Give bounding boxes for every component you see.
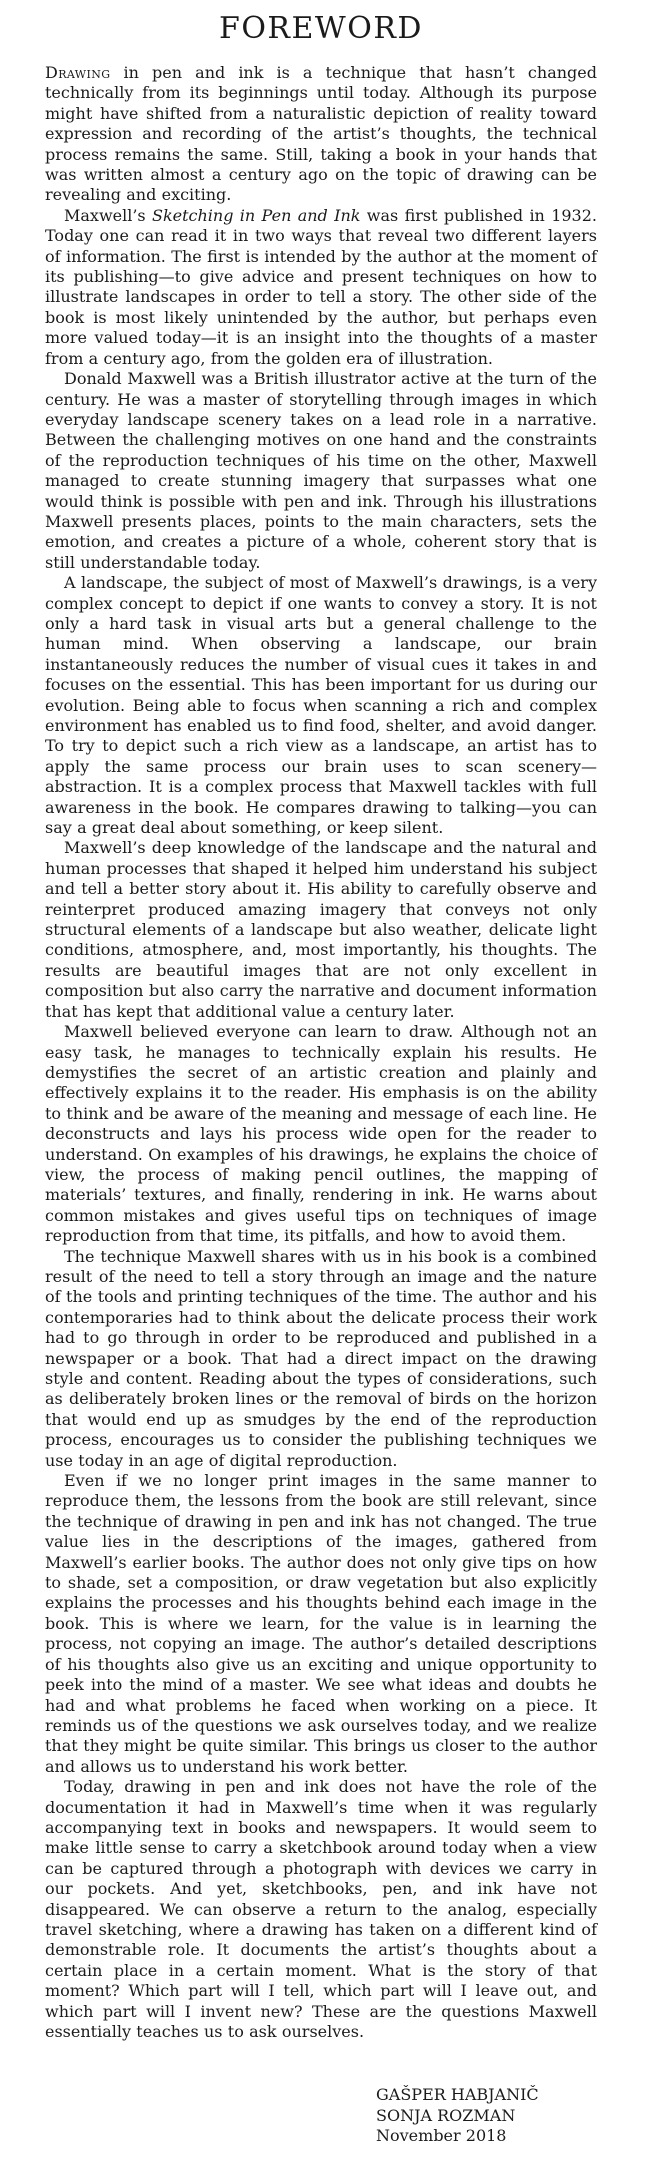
paragraph [45, 1777, 597, 2042]
paragraph [45, 1247, 597, 1471]
paragraph [45, 1022, 597, 1246]
page-title: FOREWORD [219, 11, 423, 46]
text-run: Sketching in Pen and Ink [151, 205, 361, 225]
text-run: Donald Maxwell was a British illustrator active at the turn of the century. He was a master of storytelling through images in which everyday landscape scenery takes on a lead role in a narrative. Between the challenging motives on one hand and the constraints of the reproduction techniques of his time on the other, Maxwell managed to create stunning imagery that surpasses what one would think is possible with pen and ink. Through his illustrations Maxwell presents places, points to the main characters, sets the emotion, and creates a picture of a whole, coherent story that is still understandable today. [45, 369, 597, 572]
text-run: was first published in 1932. Today one can read it in two ways that reveal two different layers of information. The first is intended by the author at the moment of its publishing—to give advice and present techniques on how to illustrate landscapes in order to tell a story. The other side of the book is most likely unintended by the author, but perhaps even more valued today—it is an insight into the thoughts of a master from a century ago, from the golden era of illustration. [45, 205, 597, 368]
text-run: Maxwell’s deep knowledge of the landscape and the natural and human processes that shaped it helped him understand his subject and tell a better story about it. His ability to carefully observe and reinterpret produced amazing imagery that conveys not only structural elements of a landscape but also weather, delicate light conditions, atmosphere, and, most importantly, his thoughts. The results are beautiful images that are not only excellent in composition but also carry the narrative and document information that has kept that additional value a century later. [45, 838, 597, 1021]
text-run: A landscape, the subject of most of Maxwell’s drawings, is a very complex concept to depict if one wants to convey a story. It is not only a hard task in visual arts but a general challenge to the human mind. When observing a landscape, our brain instantaneously reduces the number of visual cues it takes in and focuses on the essential. This has been important for us during our evolution. Being able to focus when scanning a rich and complex environment has enabled us to find food, shelter, and avoid danger. To try to depict such a rich view as a landscape, an artist has to apply the same process our brain uses to scan scenery—abstraction. It is a complex process that Maxwell tackles with full awareness in the book. He compares drawing to talking—you can say a great deal about something, or keep silent. [45, 573, 597, 838]
text-run: Even if we no longer print images in the same manner to reproduce them, the lessons from the book are still relevant, since the technique of drawing in pen and ink has not changed. The true value lies in the descriptions of the images, gathered from Maxwell’s earlier books. The author does not only give tips on how to shade, set a composition, or draw vegetation but also explicitly explains the processes and his thoughts behind each image in the book. This is where we learn, for the value is in learning the process, not copying an image. The author’s detailed descriptions of his thoughts also give us an exciting and unique opportunity to peek into the mind of a master. We see what ideas and doubts he had and what problems he faced when working on a piece. It reminds us of the questions we ask ourselves today, and we realize that they might be quite similar. This brings us closer to the author and allows us to understand his work better. [45, 1471, 597, 1776]
paragraph [45, 369, 597, 573]
paragraph [45, 206, 597, 369]
text-run: Maxwell believed everyone can learn to draw. Although not an easy task, he manages to technically explain his results. He demystifies the secret of an artistic creation and plainly and effectively explains it to the reader. His emphasis is on the ability to think and be aware of the meaning and message of each line. He deconstructs and lays his process wide open for the reader to understand. On examples of his drawings, he explains the choice of view, the process of making pencil outlines, the mapping of materials’ textures, and finally, rendering in ink. He warns about common mistakes and gives useful tips on techniques of image reproduction from that time, its pitfalls, and how to avoid them. [45, 1022, 597, 1246]
foreword-body [45, 63, 597, 2042]
text-run: Today, drawing in pen and ink does not have the role of the documentation it had in Maxwell’s time when it was regularly accompanying text in books and newspapers. It would seem to make little sense to carry a sketchbook around today when a view can be captured through a photograph with devices we carry in our pockets. And yet, sketchbooks, pen, and ink have not disappeared. We can observe a return to the analog, especially travel sketching, where a drawing has taken on a different kind of demonstrable role. It documents the artist’s thoughts about a certain place in a certain moment. What is the story of that moment? Which part will I tell, which part will I leave out, and which part will I invent new? These are the questions Maxwell essentially teaches us to ask ourselves. [45, 1777, 597, 2041]
signature-author: SONJA ROZMAN [376, 2105, 516, 2125]
paragraph [45, 838, 597, 1022]
signature-author: GAŠPER HABJANIČ [376, 2085, 539, 2105]
text-run: in pen and ink is a technique that hasn’t changed technically from its beginnings until today. Although its purpose might have shifted from a naturalistic depiction of reality toward expression and recording of the artist’s thoughts, the technical process remains the same. Still, taking a book in your hands that was written almost a century ago on the topic of drawing can be revealing and exciting. [45, 63, 597, 205]
paragraph [45, 63, 597, 206]
paragraph [45, 1471, 597, 1777]
paragraph [45, 573, 597, 838]
signature-date: November 2018 [376, 2126, 507, 2146]
text-run: Maxwell’s [64, 205, 152, 225]
signature-block [376, 2085, 597, 2146]
text-run: Drawing [45, 63, 111, 82]
text-run: The technique Maxwell shares with us in his book is a combined result of the need to tell a story through an image and the nature of the tools and printing techniques of the time. The author and his contemporaries had to think about the delicate process their work had to go through in order to be reproduced and published in a newspaper or a book. That had a direct impact on the drawing style and content. Reading about the types of considerations, such as deliberately broken lines or the removal of birds on the horizon that would end up as smudges by the end of the reproduction process, encourages us to consider the publishing techniques we use today in an age of digital reproduction. [45, 1246, 597, 1470]
